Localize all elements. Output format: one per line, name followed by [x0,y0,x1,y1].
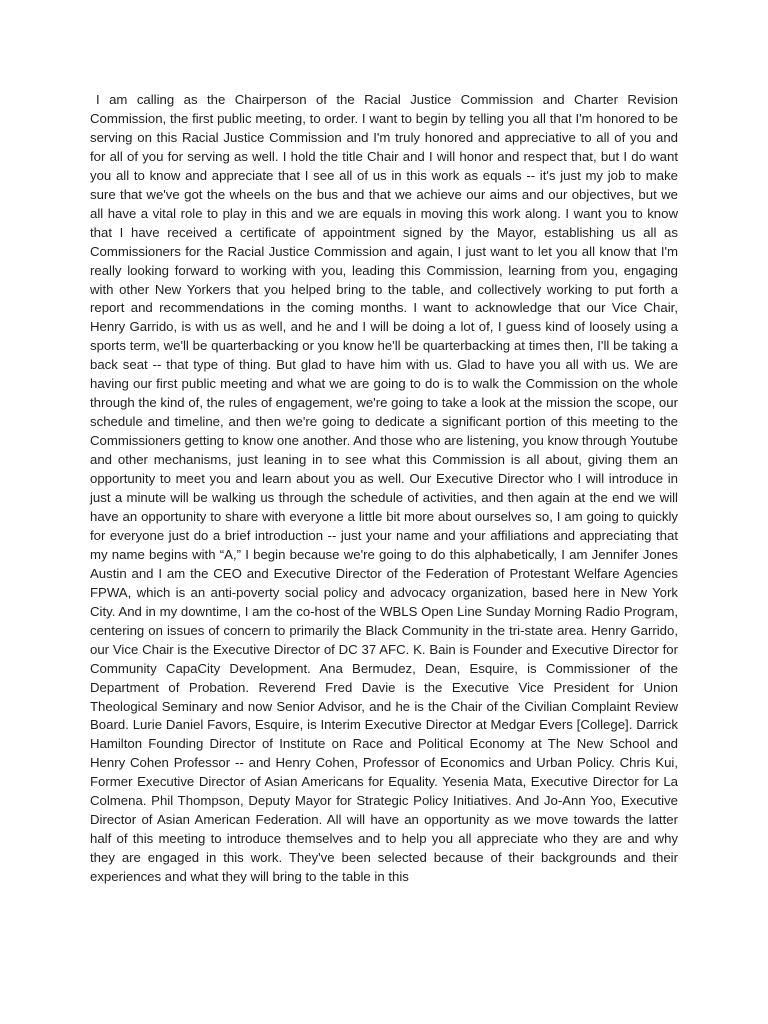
transcript-paragraph: I am calling as the Chairperson of the Racial Justice Commission and Charter Revision Commission, the first public meeting, to order. I want to begin by telling you all that I'm honored to be serving on this Racial Justice Commission and I'm truly honored and appreciative to all of you and for all of you for serving as well. I hold the title Chair and I will honor and respect that, but I do want you all to know and appreciate that I see all of us in this work as equals -- it's just my job to make sure that we've got the wheels on the bus and that we achieve our aims and our objectives, but we all have a vital role to play in this and we are equals in moving this work along. I want you to know that I have received a certificate of appointment signed by the Mayor, establishing us all as Commissioners for the Racial Justice Commission and again, I just want to let you all know that I'm really looking forward to working with you, leading this Commission, learning from you, engaging with other New Yorkers that you helped bring to the table, and collectively working to put forth a report and recommendations in the coming months. I want to acknowledge that our Vice Chair, Henry Garrido, is with us as well, and he and I will be doing a lot of, I guess kind of loosely using a sports term, we'll be quarterbacking or you know he'll be quarterbacking at times then, I'll be taking a back seat -- that type of thing. But glad to have him with us. Glad to have you all with us. We are having our first public meeting and what we are going to do is to walk the Commission on the whole through the kind of, the rules of engagement, we're going to take a look at the mission the scope, our schedule and timeline, and then we're going to dedicate a significant portion of this meeting to the Commissioners getting to know one another. And those who are listening, you know through Youtube and other mechanisms, just leaning in to see what this Commission is all about, giving them an opportunity to meet you and learn about you as well. Our Executive Director who I will introduce in just a minute will be walking us through the schedule of activities, and then again at the end we will have an opportunity to share with everyone a little bit more about ourselves so, I am going to quickly for everyone just do a brief introduction -- just your name and your affiliations and appreciating that my name begins with “A,” I begin because we're going to do this alphabetically, I am Jennifer Jones Austin and I am the CEO and Executive Director of the Federation of Protestant Welfare Agencies FPWA, which is an anti-poverty social policy and advocacy organization, based here in New York City. And in my downtime, I am the co-host of the WBLS Open Line Sunday Morning Radio Program, centering on issues of concern to primarily the Black Community in the tri-state area. Henry Garrido, our Vice Chair is the Executive Director of DC 37 AFC. K. Bain is Founder and Executive Director for Community CapaCity Development. Ana Bermudez, Dean, Esquire, is Commissioner of the Department of Probation. Reverend Fred Davie is the Executive Vice President for Union Theological Seminary and now Senior Advisor, and he is the Chair of the Civilian Complaint Review Board. Lurie Daniel Favors, Esquire, is Interim Executive Director at Medgar Evers [College]. Darrick Hamilton Founding Director of Institute on Race and Political Economy at The New School and Henry Cohen Professor -- and Henry Cohen, Professor of Economics and Urban Policy. Chris Kui, Former Executive Director of Asian Americans for Equality. Yesenia Mata, Executive Director for La Colmena. Phil Thompson, Deputy Mayor for Strategic Policy Initiatives. And Jo-Ann Yoo, Executive Director of Asian American Federation. All will have an opportunity as we move towards the latter half of this meeting to introduce themselves and to help you all appreciate who they are and why they are engaged in this work. They've been selected because of their backgrounds and their experiences and what they will bring to the table in this [90,92,678,885]
